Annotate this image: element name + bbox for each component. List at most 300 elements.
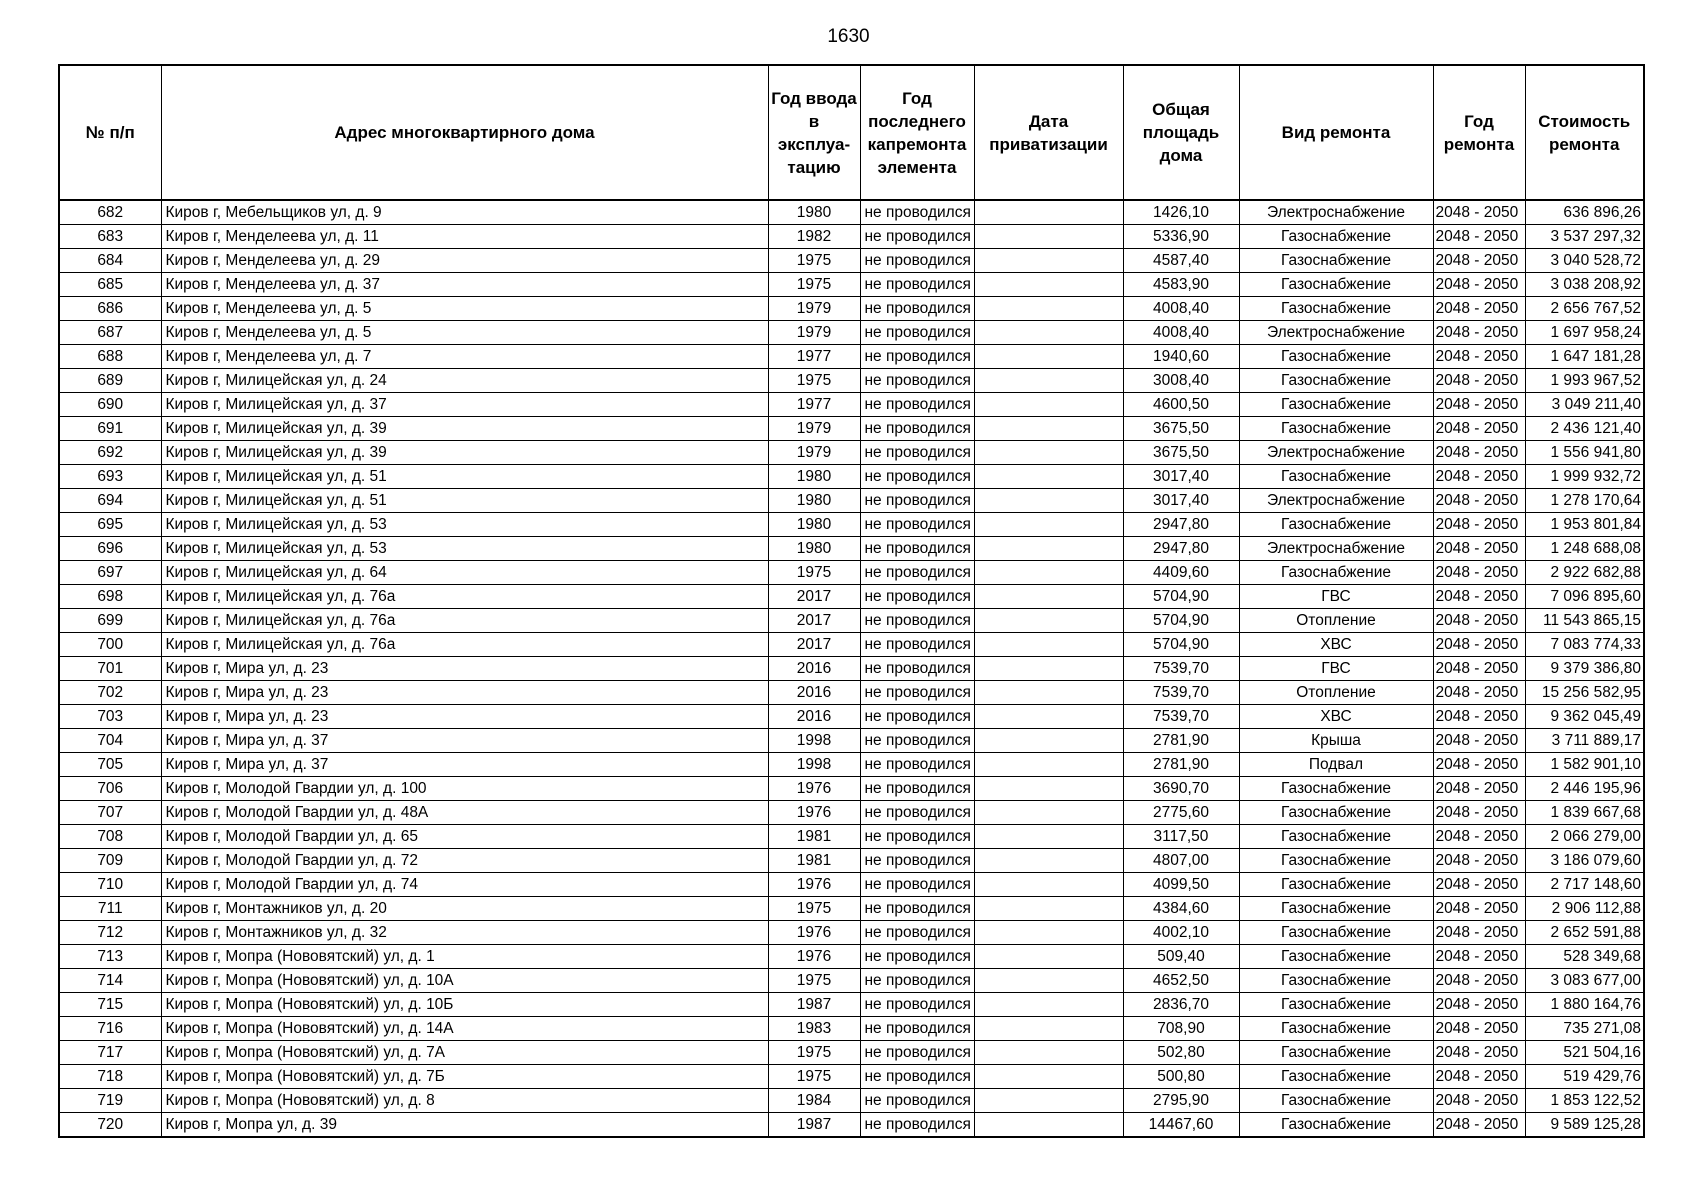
cost-cell: 9 362 045,49 (1525, 705, 1644, 729)
repair-year-cell: 2048 - 2050 (1433, 753, 1525, 777)
table-row (59, 729, 1644, 753)
cost-cell: 2 652 591,88 (1525, 921, 1644, 945)
repair-year-cell: 2048 - 2050 (1433, 993, 1525, 1017)
repair-year-cell: 2048 - 2050 (1433, 489, 1525, 513)
address-cell: Киров г, Мира ул, д. 23 (161, 705, 768, 729)
privatization-cell (974, 369, 1123, 393)
year-built-cell: 1983 (768, 1017, 860, 1041)
last-repair-cell: не проводился (860, 345, 974, 369)
last-repair-cell: не проводился (860, 921, 974, 945)
table-row (59, 753, 1644, 777)
cost-cell: 528 349,68 (1525, 945, 1644, 969)
cost-cell: 1 993 967,52 (1525, 369, 1644, 393)
privatization-cell (974, 441, 1123, 465)
table-row (59, 1017, 1644, 1041)
last-repair-cell: не проводился (860, 681, 974, 705)
year-built-cell: 1975 (768, 1041, 860, 1065)
cost-cell: 1 697 958,24 (1525, 321, 1644, 345)
address-cell: Киров г, Мира ул, д. 37 (161, 729, 768, 753)
last-repair-cell: не проводился (860, 1041, 974, 1065)
privatization-cell (974, 993, 1123, 1017)
privatization-cell (974, 273, 1123, 297)
year-built-cell: 1980 (768, 513, 860, 537)
repair-year-cell: 2048 - 2050 (1433, 321, 1525, 345)
repair-table (58, 64, 1645, 1138)
repair-year-cell: 2048 - 2050 (1433, 969, 1525, 993)
last-repair-cell: не проводился (860, 633, 974, 657)
cost-cell: 11 543 865,15 (1525, 609, 1644, 633)
table-row (59, 825, 1644, 849)
last-repair-cell: не проводился (860, 1065, 974, 1089)
address-cell: Киров г, Мира ул, д. 23 (161, 681, 768, 705)
header-last-repair: Год последнего капремонта элемента (860, 65, 974, 200)
address-cell: Киров г, Менделеева ул, д. 37 (161, 273, 768, 297)
year-built-cell: 2016 (768, 705, 860, 729)
table-row (59, 969, 1644, 993)
cost-cell: 1 556 941,80 (1525, 441, 1644, 465)
address-cell: Киров г, Менделеева ул, д. 11 (161, 225, 768, 249)
repair-type-cell: Газоснабжение (1239, 1017, 1433, 1041)
header-num: № п/п (59, 65, 161, 200)
row-number: 693 (59, 465, 161, 489)
privatization-cell (974, 969, 1123, 993)
cost-cell: 3 537 297,32 (1525, 225, 1644, 249)
table-row (59, 705, 1644, 729)
area-cell: 3008,40 (1123, 369, 1239, 393)
year-built-cell: 1975 (768, 897, 860, 921)
address-cell: Киров г, Милицейская ул, д. 39 (161, 417, 768, 441)
year-built-cell: 1998 (768, 753, 860, 777)
address-cell: Киров г, Милицейская ул, д. 39 (161, 441, 768, 465)
repair-year-cell: 2048 - 2050 (1433, 249, 1525, 273)
table-row (59, 200, 1644, 225)
privatization-cell (974, 609, 1123, 633)
last-repair-cell: не проводился (860, 777, 974, 801)
repair-type-cell: Газоснабжение (1239, 945, 1433, 969)
row-number: 698 (59, 585, 161, 609)
repair-type-cell: Электроснабжение (1239, 321, 1433, 345)
repair-type-cell: Газоснабжение (1239, 225, 1433, 249)
repair-type-cell: Газоснабжение (1239, 561, 1433, 585)
table-row (59, 873, 1644, 897)
repair-year-cell: 2048 - 2050 (1433, 657, 1525, 681)
area-cell: 2836,70 (1123, 993, 1239, 1017)
year-built-cell: 1975 (768, 1065, 860, 1089)
repair-type-cell: Газоснабжение (1239, 369, 1433, 393)
area-cell: 1940,60 (1123, 345, 1239, 369)
address-cell: Киров г, Мопра (Нововятский) ул, д. 14А (161, 1017, 768, 1041)
row-number: 702 (59, 681, 161, 705)
privatization-cell (974, 657, 1123, 681)
last-repair-cell: не проводился (860, 297, 974, 321)
cost-cell: 2 436 121,40 (1525, 417, 1644, 441)
repair-type-cell: Газоснабжение (1239, 969, 1433, 993)
privatization-cell (974, 873, 1123, 897)
address-cell: Киров г, Молодой Гвардии ул, д. 72 (161, 849, 768, 873)
repair-year-cell: 2048 - 2050 (1433, 681, 1525, 705)
repair-year-cell: 2048 - 2050 (1433, 1065, 1525, 1089)
privatization-cell (974, 225, 1123, 249)
cost-cell: 521 504,16 (1525, 1041, 1644, 1065)
address-cell: Киров г, Монтажников ул, д. 32 (161, 921, 768, 945)
area-cell: 2781,90 (1123, 753, 1239, 777)
repair-type-cell: Электроснабжение (1239, 200, 1433, 225)
year-built-cell: 1981 (768, 849, 860, 873)
last-repair-cell: не проводился (860, 609, 974, 633)
last-repair-cell: не проводился (860, 1113, 974, 1138)
repair-year-cell: 2048 - 2050 (1433, 537, 1525, 561)
row-number: 719 (59, 1089, 161, 1113)
year-built-cell: 1982 (768, 225, 860, 249)
row-number: 697 (59, 561, 161, 585)
area-cell: 509,40 (1123, 945, 1239, 969)
address-cell: Киров г, Мебельщиков ул, д. 9 (161, 200, 768, 225)
repair-type-cell: Подвал (1239, 753, 1433, 777)
repair-year-cell: 2048 - 2050 (1433, 729, 1525, 753)
row-number: 706 (59, 777, 161, 801)
row-number: 700 (59, 633, 161, 657)
row-number: 714 (59, 969, 161, 993)
privatization-cell (974, 345, 1123, 369)
repair-year-cell: 2048 - 2050 (1433, 345, 1525, 369)
year-built-cell: 1975 (768, 369, 860, 393)
last-repair-cell: не проводился (860, 273, 974, 297)
address-cell: Киров г, Милицейская ул, д. 64 (161, 561, 768, 585)
area-cell: 5704,90 (1123, 585, 1239, 609)
cost-cell: 3 040 528,72 (1525, 249, 1644, 273)
table-row (59, 537, 1644, 561)
year-built-cell: 1979 (768, 441, 860, 465)
repair-year-cell: 2048 - 2050 (1433, 297, 1525, 321)
row-number: 715 (59, 993, 161, 1017)
last-repair-cell: не проводился (860, 489, 974, 513)
table-row (59, 1089, 1644, 1113)
last-repair-cell: не проводился (860, 897, 974, 921)
year-built-cell: 2017 (768, 585, 860, 609)
privatization-cell (974, 585, 1123, 609)
area-cell: 4008,40 (1123, 321, 1239, 345)
area-cell: 4587,40 (1123, 249, 1239, 273)
repair-type-cell: ХВС (1239, 705, 1433, 729)
last-repair-cell: не проводился (860, 873, 974, 897)
address-cell: Киров г, Мопра (Нововятский) ул, д. 8 (161, 1089, 768, 1113)
repair-type-cell: Газоснабжение (1239, 801, 1433, 825)
address-cell: Киров г, Менделеева ул, д. 7 (161, 345, 768, 369)
row-number: 694 (59, 489, 161, 513)
privatization-cell (974, 1041, 1123, 1065)
cost-cell: 519 429,76 (1525, 1065, 1644, 1089)
last-repair-cell: не проводился (860, 321, 974, 345)
address-cell: Киров г, Мопра (Нововятский) ул, д. 10А (161, 969, 768, 993)
cost-cell: 1 953 801,84 (1525, 513, 1644, 537)
header-address: Адрес многоквартирного дома (161, 65, 768, 200)
privatization-cell (974, 849, 1123, 873)
last-repair-cell: не проводился (860, 393, 974, 417)
privatization-cell (974, 321, 1123, 345)
privatization-cell (974, 513, 1123, 537)
area-cell: 3675,50 (1123, 441, 1239, 465)
repair-type-cell: Отопление (1239, 609, 1433, 633)
repair-year-cell: 2048 - 2050 (1433, 609, 1525, 633)
row-number: 691 (59, 417, 161, 441)
last-repair-cell: не проводился (860, 801, 974, 825)
area-cell: 2947,80 (1123, 513, 1239, 537)
repair-type-cell: Газоснабжение (1239, 825, 1433, 849)
table-row (59, 945, 1644, 969)
privatization-cell (974, 753, 1123, 777)
address-cell: Киров г, Менделеева ул, д. 5 (161, 321, 768, 345)
area-cell: 502,80 (1123, 1041, 1239, 1065)
privatization-cell (974, 705, 1123, 729)
cost-cell: 15 256 582,95 (1525, 681, 1644, 705)
row-number: 688 (59, 345, 161, 369)
privatization-cell (974, 825, 1123, 849)
cost-cell: 3 049 211,40 (1525, 393, 1644, 417)
row-number: 703 (59, 705, 161, 729)
row-number: 682 (59, 200, 161, 225)
repair-year-cell: 2048 - 2050 (1433, 441, 1525, 465)
cost-cell: 1 647 181,28 (1525, 345, 1644, 369)
privatization-cell (974, 393, 1123, 417)
row-number: 690 (59, 393, 161, 417)
last-repair-cell: не проводился (860, 417, 974, 441)
privatization-cell (974, 297, 1123, 321)
last-repair-cell: не проводился (860, 657, 974, 681)
repair-type-cell: Газоснабжение (1239, 297, 1433, 321)
year-built-cell: 1979 (768, 321, 860, 345)
table-row (59, 441, 1644, 465)
row-number: 686 (59, 297, 161, 321)
repair-year-cell: 2048 - 2050 (1433, 873, 1525, 897)
repair-type-cell: Электроснабжение (1239, 537, 1433, 561)
header-privatization: Дата приватизации (974, 65, 1123, 200)
privatization-cell (974, 921, 1123, 945)
area-cell: 4652,50 (1123, 969, 1239, 993)
area-cell: 7539,70 (1123, 681, 1239, 705)
cost-cell: 636 896,26 (1525, 200, 1644, 225)
header-repair-type: Вид ремонта (1239, 65, 1433, 200)
repair-type-cell: Газоснабжение (1239, 465, 1433, 489)
year-built-cell: 1975 (768, 969, 860, 993)
year-built-cell: 1976 (768, 873, 860, 897)
address-cell: Киров г, Милицейская ул, д. 53 (161, 513, 768, 537)
area-cell: 5336,90 (1123, 225, 1239, 249)
address-cell: Киров г, Мопра (Нововятский) ул, д. 7Б (161, 1065, 768, 1089)
area-cell: 2781,90 (1123, 729, 1239, 753)
table-row (59, 369, 1644, 393)
year-built-cell: 1976 (768, 777, 860, 801)
repair-year-cell: 2048 - 2050 (1433, 705, 1525, 729)
table-row (59, 1065, 1644, 1089)
cost-cell: 3 083 677,00 (1525, 969, 1644, 993)
area-cell: 4384,60 (1123, 897, 1239, 921)
area-cell: 5704,90 (1123, 633, 1239, 657)
last-repair-cell: не проводился (860, 753, 974, 777)
table-row (59, 609, 1644, 633)
repair-year-cell: 2048 - 2050 (1433, 921, 1525, 945)
repair-type-cell: Газоснабжение (1239, 1113, 1433, 1138)
header-year-built: Год ввода в эксплуа-тацию (768, 65, 860, 200)
repair-type-cell: Газоснабжение (1239, 273, 1433, 297)
cost-cell: 7 096 895,60 (1525, 585, 1644, 609)
repair-type-cell: Газоснабжение (1239, 921, 1433, 945)
table-row (59, 345, 1644, 369)
repair-year-cell: 2048 - 2050 (1433, 945, 1525, 969)
repair-type-cell: ГВС (1239, 657, 1433, 681)
address-cell: Киров г, Мопра ул, д. 39 (161, 1113, 768, 1138)
table-row (59, 801, 1644, 825)
repair-type-cell: Газоснабжение (1239, 1041, 1433, 1065)
repair-type-cell: Газоснабжение (1239, 873, 1433, 897)
year-built-cell: 1980 (768, 489, 860, 513)
address-cell: Киров г, Милицейская ул, д. 51 (161, 465, 768, 489)
repair-year-cell: 2048 - 2050 (1433, 369, 1525, 393)
year-built-cell: 1987 (768, 993, 860, 1017)
address-cell: Киров г, Мира ул, д. 23 (161, 657, 768, 681)
row-number: 699 (59, 609, 161, 633)
repair-type-cell: Газоснабжение (1239, 345, 1433, 369)
area-cell: 4002,10 (1123, 921, 1239, 945)
table-header (59, 65, 1644, 200)
address-cell: Киров г, Милицейская ул, д. 76а (161, 585, 768, 609)
repair-year-cell: 2048 - 2050 (1433, 585, 1525, 609)
address-cell: Киров г, Молодой Гвардии ул, д. 48А (161, 801, 768, 825)
year-built-cell: 1976 (768, 801, 860, 825)
last-repair-cell: не проводился (860, 729, 974, 753)
year-built-cell: 1984 (768, 1089, 860, 1113)
repair-year-cell: 2048 - 2050 (1433, 633, 1525, 657)
last-repair-cell: не проводился (860, 200, 974, 225)
cost-cell: 1 853 122,52 (1525, 1089, 1644, 1113)
repair-year-cell: 2048 - 2050 (1433, 801, 1525, 825)
table-row (59, 273, 1644, 297)
privatization-cell (974, 1065, 1123, 1089)
privatization-cell (974, 945, 1123, 969)
repair-year-cell: 2048 - 2050 (1433, 1017, 1525, 1041)
address-cell: Киров г, Мопра (Нововятский) ул, д. 10Б (161, 993, 768, 1017)
year-built-cell: 1980 (768, 537, 860, 561)
last-repair-cell: не проводился (860, 513, 974, 537)
area-cell: 3017,40 (1123, 465, 1239, 489)
repair-year-cell: 2048 - 2050 (1433, 465, 1525, 489)
table-row (59, 225, 1644, 249)
cost-cell: 1 839 667,68 (1525, 801, 1644, 825)
repair-year-cell: 2048 - 2050 (1433, 273, 1525, 297)
address-cell: Киров г, Молодой Гвардии ул, д. 100 (161, 777, 768, 801)
year-built-cell: 1977 (768, 393, 860, 417)
row-number: 710 (59, 873, 161, 897)
table-row (59, 777, 1644, 801)
repair-type-cell: Газоснабжение (1239, 1065, 1433, 1089)
year-built-cell: 2017 (768, 609, 860, 633)
row-number: 717 (59, 1041, 161, 1065)
area-cell: 4807,00 (1123, 849, 1239, 873)
last-repair-cell: не проводился (860, 585, 974, 609)
last-repair-cell: не проводился (860, 1017, 974, 1041)
repair-year-cell: 2048 - 2050 (1433, 393, 1525, 417)
year-built-cell: 1976 (768, 945, 860, 969)
row-number: 689 (59, 369, 161, 393)
year-built-cell: 2016 (768, 657, 860, 681)
row-number: 711 (59, 897, 161, 921)
repair-year-cell: 2048 - 2050 (1433, 1089, 1525, 1113)
repair-type-cell: Электроснабжение (1239, 489, 1433, 513)
last-repair-cell: не проводился (860, 849, 974, 873)
year-built-cell: 1975 (768, 273, 860, 297)
cost-cell: 3 186 079,60 (1525, 849, 1644, 873)
privatization-cell (974, 729, 1123, 753)
area-cell: 2947,80 (1123, 537, 1239, 561)
last-repair-cell: не проводился (860, 969, 974, 993)
table-row (59, 921, 1644, 945)
repair-type-cell: ХВС (1239, 633, 1433, 657)
table-row (59, 633, 1644, 657)
repair-year-cell: 2048 - 2050 (1433, 849, 1525, 873)
privatization-cell (974, 1113, 1123, 1138)
cost-cell: 3 038 208,92 (1525, 273, 1644, 297)
row-number: 684 (59, 249, 161, 273)
row-number: 716 (59, 1017, 161, 1041)
last-repair-cell: не проводился (860, 945, 974, 969)
area-cell: 500,80 (1123, 1065, 1239, 1089)
table-row (59, 657, 1644, 681)
cost-cell: 1 999 932,72 (1525, 465, 1644, 489)
table-row (59, 297, 1644, 321)
last-repair-cell: не проводился (860, 225, 974, 249)
row-number: 696 (59, 537, 161, 561)
last-repair-cell: не проводился (860, 561, 974, 585)
last-repair-cell: не проводился (860, 465, 974, 489)
last-repair-cell: не проводился (860, 1089, 974, 1113)
cost-cell: 2 906 112,88 (1525, 897, 1644, 921)
row-number: 707 (59, 801, 161, 825)
address-cell: Киров г, Мопра (Нововятский) ул, д. 7А (161, 1041, 768, 1065)
year-built-cell: 1976 (768, 921, 860, 945)
repair-type-cell: Газоснабжение (1239, 777, 1433, 801)
row-number: 708 (59, 825, 161, 849)
area-cell: 4600,50 (1123, 393, 1239, 417)
address-cell: Киров г, Мира ул, д. 37 (161, 753, 768, 777)
cost-cell: 1 582 901,10 (1525, 753, 1644, 777)
privatization-cell (974, 561, 1123, 585)
table-row (59, 681, 1644, 705)
cost-cell: 2 446 195,96 (1525, 777, 1644, 801)
cost-cell: 9 379 386,80 (1525, 657, 1644, 681)
repair-year-cell: 2048 - 2050 (1433, 1041, 1525, 1065)
repair-type-cell: Отопление (1239, 681, 1433, 705)
privatization-cell (974, 200, 1123, 225)
repair-type-cell: Газоснабжение (1239, 513, 1433, 537)
address-cell: Киров г, Менделеева ул, д. 5 (161, 297, 768, 321)
area-cell: 708,90 (1123, 1017, 1239, 1041)
address-cell: Киров г, Менделеева ул, д. 29 (161, 249, 768, 273)
cost-cell: 3 711 889,17 (1525, 729, 1644, 753)
cost-cell: 2 922 682,88 (1525, 561, 1644, 585)
privatization-cell (974, 633, 1123, 657)
repair-year-cell: 2048 - 2050 (1433, 897, 1525, 921)
table-row (59, 1113, 1644, 1138)
repair-type-cell: Газоснабжение (1239, 849, 1433, 873)
cost-cell: 1 278 170,64 (1525, 489, 1644, 513)
year-built-cell: 1980 (768, 465, 860, 489)
repair-type-cell: Газоснабжение (1239, 393, 1433, 417)
year-built-cell: 1979 (768, 417, 860, 441)
address-cell: Киров г, Милицейская ул, д. 37 (161, 393, 768, 417)
table-row (59, 849, 1644, 873)
repair-type-cell: ГВС (1239, 585, 1433, 609)
area-cell: 14467,60 (1123, 1113, 1239, 1138)
table-row (59, 321, 1644, 345)
